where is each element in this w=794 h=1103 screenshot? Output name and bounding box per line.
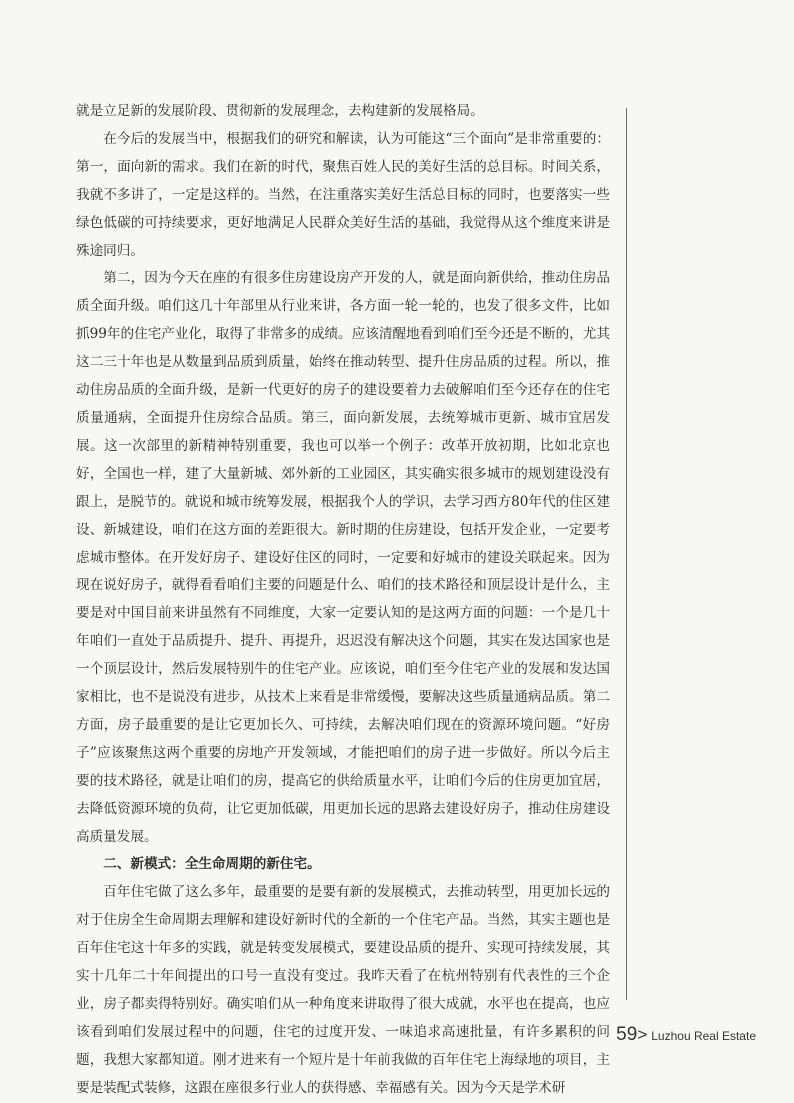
paragraph-2: 在今后的发展当中，根据我们的研究和解读，认为可能这“三个面向”是非常重要的：第一，面向新的需求。我们在新的时代，聚焦百姓人民的美好生活的总目标。时间关系，我就不多讲了，一定是这样的。当然，在注重落实美好生活总目标的同时，也要落实一些绿色低碳的可持续要求，更好地满足人民群众美好生活的基础，我觉得从这个维度来讲是殊途同归。 [76, 130, 610, 259]
magazine-name: Luzhou Real Estate [651, 1029, 756, 1043]
paragraph-3: 第二，因为今天在座的有很多住房建设房产开发的人，就是面向新供给，推动住房品质全面升级。咱们这几十年部里从行业来讲，各方面一轮一轮的，也发了很多文件，比如抓99年的住宅产业化，取得了非常多的成绩。应该清醒地看到咱们至今还是不断的，尤其这二三十年也是从数量到品质到质量，始终在推动转型、提升住房品质的过程。所以，推动住房品质的全面升级，是新一代更好的房子的建设要着力去破解咱们至今还存在的住宅质量通病，全面提升住房综合品质。第三，面向新发展，去统筹城市更新、城市宜居发展。这一次部里的新精神特别重要，我也可以举一个例子：改革开放初期，比如北京也好，全国也一样，建了大量新城、郊外新的工业园区，其实确实很多城市的规划建设没有跟上，是脱节的。就说和城市统筹发展，根据我个人的学识，去学习西方80年代的住区建设、新城建设，咱们在这方面的差距很大。新时期的住房建设，包括开发企业，一定要考虑城市整体。在开发好房子、建设好住区的同时，一定要和好城市的建设关联起来。因为现在说好房子，就得看看咱们主要的问题是什么、咱们的技术路径和顶层设计是什么，主要是对中国目前来讲虽然有不同维度，大家一定要认知的是这两方面的问题：一个是几十年咱们一直处于品质提升、提升、再提升，迟迟没有解决这个问题，其实在发达国家也是一个顶层设计，然后发展特别牛的住宅产业。应该说，咱们至今住宅产业的发展和发达国家相比，也不是说没有进步，从技术上来看是非常缓慢，要解决这些质量通病品质。第二方面，房子最重要的是让它更加长久、可持续，去解决咱们现在的资源环境问题。“好房子”应该聚焦这两个重要的房地产开发领域，才能把咱们的房子进一步做好。所以今后主要的技术路径，就是让咱们的房，提高它的供给质量水平，让咱们今后的住房更加宜居，去降低资源环境的负荷，让它更加低碳，用更加长远的思路去建设好房子，推动住房建设高质量发展。 [76, 270, 610, 845]
page-footer [616, 1024, 756, 1046]
vertical-divider [626, 108, 627, 1000]
section-heading: 二、新模式：全生命周期的新住宅。 [103, 856, 321, 873]
page-number: 59 [616, 1024, 638, 1045]
paragraph-4: 百年住宅做了这么多年，最重要的是要有新的发展模式，去推动转型，用更加长远的对于住房全生命周期去理解和建设好新时代的全新的一个住宅产品。当然，其实主题也是百年住宅这十年多的实践，就是转变发展模式，要建设品质的提升、实现可持续发展，其实十几年二十年间提出的口号一直没有变过。我昨天看了在杭州特别有代表性的三个企业，房子都卖得特别好。确实咱们从一种角度来讲取得了很大成就，水平也在提高，也应该看到咱们发展过程中的问题，住宅的过度开发、一味追求高速批量，有许多累积的问题，我想大家都知道。刚才进来有一个短片是十年前我做的百年住宅上海绿地的项目，主要是装配式装修，这跟在座很多行业人的获得感、幸福感有关。因为今天是学术研 [76, 884, 610, 1096]
article-body [76, 98, 610, 1103]
footer-arrow-icon: > [637, 1025, 648, 1044]
paragraph-1: 就是立足新的发展阶段、贯彻新的发展理念，去构建新的发展格局。 [76, 103, 484, 119]
